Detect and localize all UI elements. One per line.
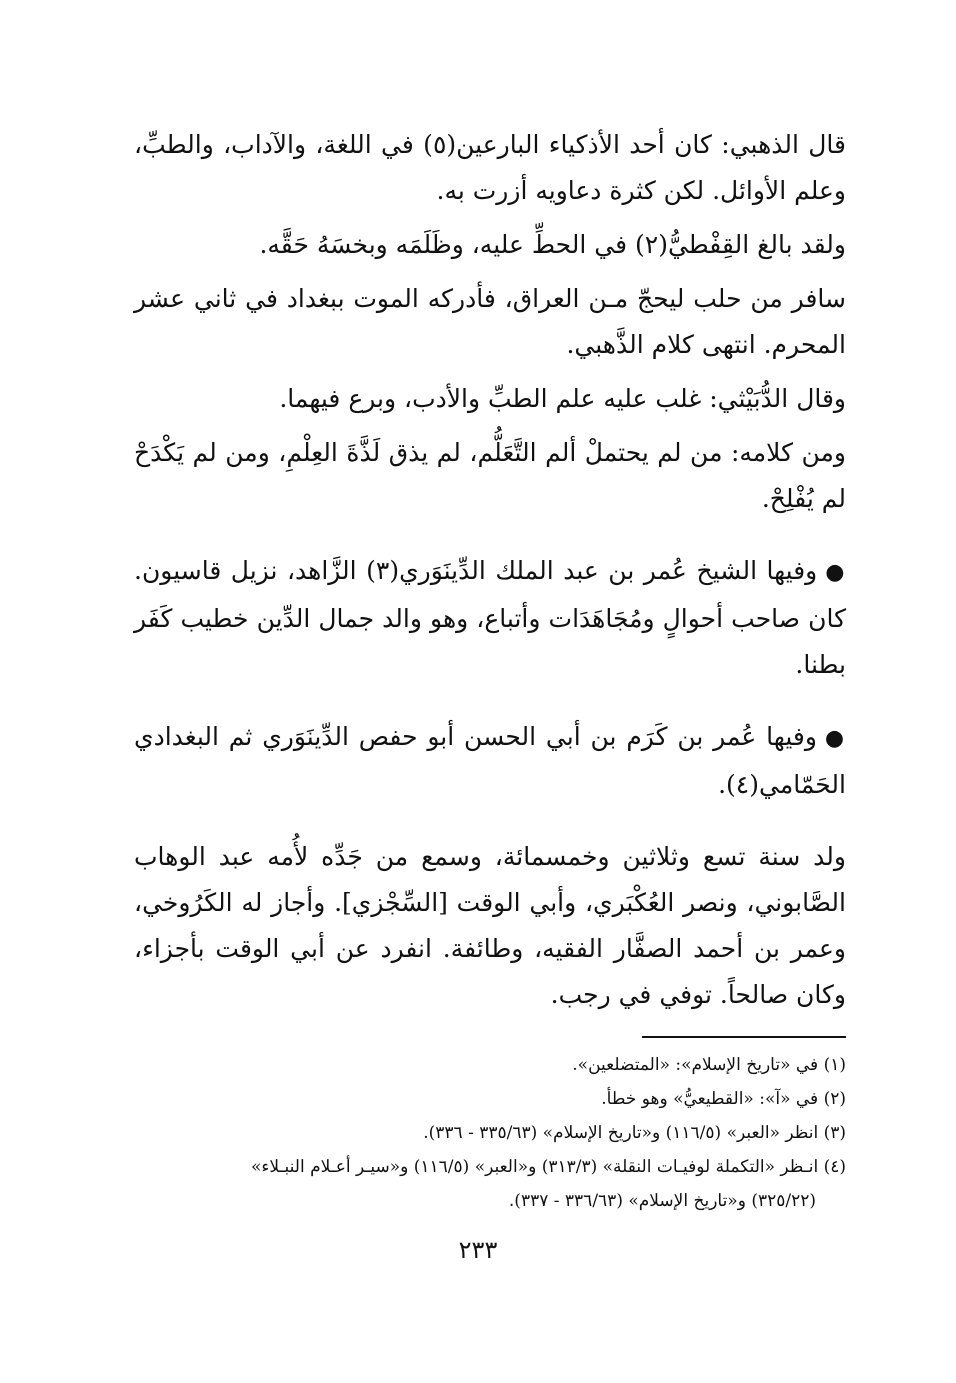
bullet-icon: ●: [824, 726, 846, 751]
main-text: [134, 122, 846, 1026]
paragraph-saying: ومن كلامه: من لم يحتملْ ألم التَّعَلُّم، لم يذق لَذَّةَ العِلْمِ، ومن لم يَكْدَحْ لم يُفْلِحْ.: [134, 438, 846, 513]
footnote-1: (١) في «تاريخ الإسلام»: «المتضلعين».: [572, 1055, 846, 1075]
footnote-2: (٢) في «آ»: «القطيعيُّ» وهو خطأ.: [601, 1089, 846, 1109]
footnote-separator: [642, 1036, 846, 1038]
bullet-icon: ●: [825, 560, 846, 585]
footnote-4: (٤) انـظر «التكملة لوفيـات النقلة» (٣١٣/٣) و«العبر» (١١٦/٥) و«سيـر أعـلام النبـلاء»: [251, 1157, 846, 1177]
paragraph-umar-karam-text: وفيها عُمر بن كَرَم بن أبي الحسن أبو حفص الدِّينَوَري ثم البغدادي الحَمّامي(٤).: [134, 722, 846, 799]
footnotes: [130, 1048, 846, 1218]
footnote-4-continuation: (٣٢٥/٢٢) و«تاريخ الإسلام» (٣٣٦/٦٣ - ٣٣٧).: [508, 1191, 816, 1211]
paragraph-dubaythi: وقال الدُّبَيْثي: غلب عليه علم الطبِّ والأدب، وبرع فيهما.: [279, 384, 846, 413]
paragraph-travel: سافر من حلب ليحجّ مـن العراق، فأدركه الموت ببغداد في ثاني عشر المحرم. انتهى كلام الذَّهبي.: [134, 284, 846, 359]
page-number: ٢٣٣: [458, 1236, 498, 1264]
footnote-3: (٣) انظر «العبر» (١١٦/٥) و«تاريخ الإسلام» (٣٣٥/٦٣ - ٣٣٦).: [423, 1123, 846, 1143]
paragraph-dhahabi-quote: قال الذهبي: كان أحد الأذكياء البارعين(٥) في اللغة، والآداب، والطبِّ، وعلم الأوائل. لكن كثرة دعاويه أزرت به.: [134, 130, 846, 205]
paragraph-umar-dinawari: [134, 548, 846, 688]
paragraph-qifti: ولقد بالغ القِفْطيُّ(٢) في الحطِّ عليه، وظَلَمَه وبخسَهُ حَقَّه.: [259, 230, 846, 259]
paragraph-umar-karam: [134, 714, 846, 808]
paragraph-birth: ولد سنة تسع وثلاثين وخمسمائة، وسمع من جَدِّه لأُمه عبد الوهاب الصَّابوني، ونصر العُكْبَري، وأبي الوقت [السِّجْزي]. وأجاز له الكَرُوخي، وعمر بن أحمد الصفَّار الفقيه، وطائفة. انفرد عن أبي الوقت بأجزاء، وكان صالحاً. توفي في رجب.: [134, 842, 846, 1009]
paragraph-umar-dinawari-text: وفيها الشيخ عُمر بن عبد الملك الدِّينَوَري(٣) الزَّاهد، نزيل قاسيون. كان صاحب أحوالٍ ومُجَاهَدَات وأتباع، وهو والد جمال الدِّين خطيب كَفَر بطنا.: [134, 556, 846, 679]
